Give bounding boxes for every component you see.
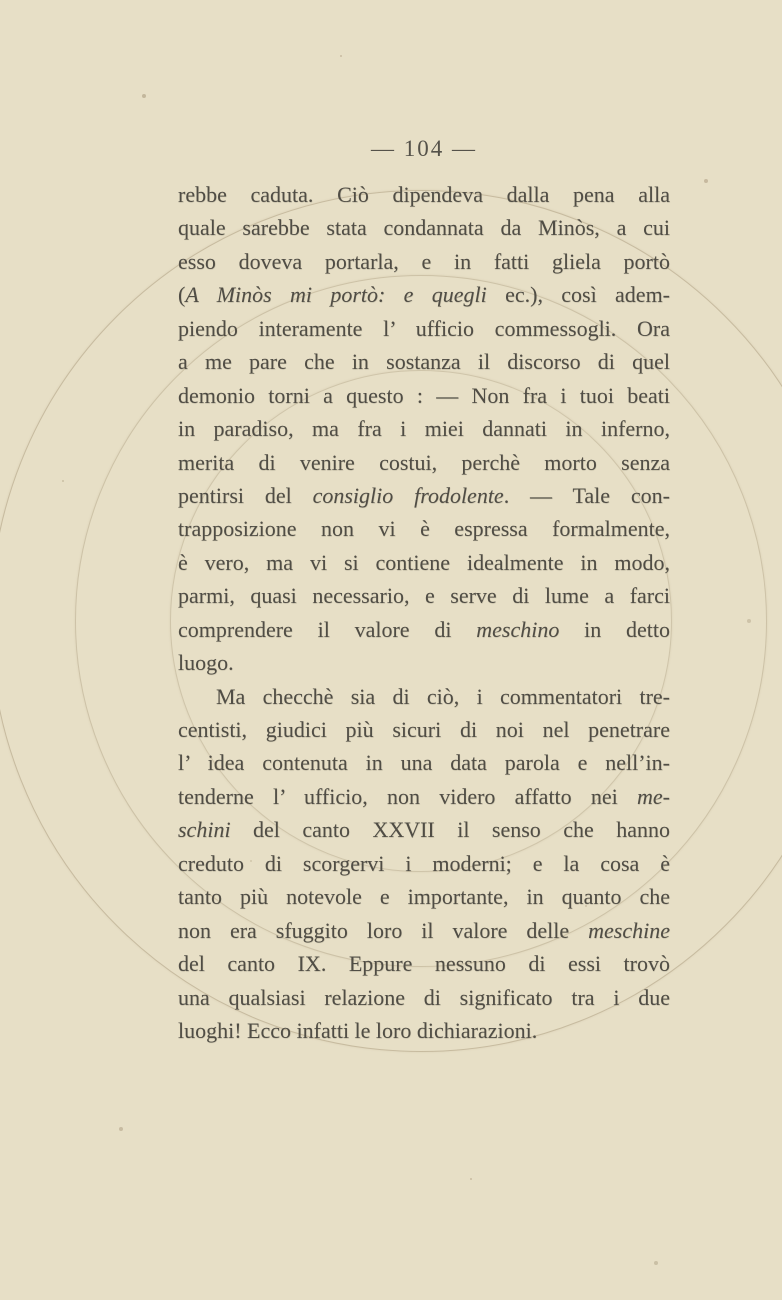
text-line xyxy=(178,178,670,211)
text-run: l’ idea contenuta in una data parola e nell’in- xyxy=(178,750,670,776)
text-run: meschino xyxy=(476,616,560,642)
text-run: schini xyxy=(178,817,231,843)
text-line xyxy=(178,412,670,445)
text-run: pentirsi del xyxy=(178,482,313,508)
text-run: ( xyxy=(178,282,186,308)
text-line xyxy=(178,613,670,646)
text-line xyxy=(178,847,670,880)
text-line xyxy=(178,245,670,278)
text-line xyxy=(178,713,670,746)
text-line xyxy=(178,813,670,846)
text-run: trapposizione non vi è espressa formalmente, xyxy=(178,516,670,542)
text-line xyxy=(178,1014,670,1047)
text-run: consiglio frodolente xyxy=(312,482,504,508)
text-run: tenderne l’ ufficio, non videro affatto nei xyxy=(178,783,638,809)
text-run: luogo. xyxy=(178,650,234,676)
paragraph xyxy=(178,178,670,680)
page-text xyxy=(178,178,670,1047)
text-run: del canto IX. Eppure nessuno di essi trovò xyxy=(178,951,670,977)
text-line xyxy=(178,446,670,479)
text-run: in detto xyxy=(559,616,670,642)
text-run: è vero, ma vi si contiene idealmente in modo, xyxy=(178,549,670,575)
text-run: demonio torni a questo : — Non fra i tuoi beati xyxy=(178,382,670,408)
paper-specks xyxy=(0,0,2,2)
text-line xyxy=(178,579,670,612)
text-run: . — Tale con- xyxy=(503,482,670,508)
text-line xyxy=(178,914,670,947)
text-run: non era sfuggito loro il valore delle xyxy=(178,917,589,943)
text-line xyxy=(178,780,670,813)
text-line xyxy=(178,947,670,980)
text-line xyxy=(178,379,670,412)
text-line xyxy=(178,646,670,679)
page-number-header: — 104 — xyxy=(371,136,477,161)
text-line xyxy=(178,746,670,779)
text-run: una qualsiasi relazione di significato tra i due xyxy=(178,984,670,1010)
text-run: piendo interamente l’ ufficio commessogli. Ora xyxy=(178,315,670,341)
text-line xyxy=(178,211,670,244)
text-line xyxy=(178,546,670,579)
text-run: ec.), così adem- xyxy=(486,282,671,308)
paragraph xyxy=(178,680,670,1048)
text-line xyxy=(178,345,670,378)
text-line xyxy=(178,981,670,1014)
text-run: del canto XXVII il senso che hanno xyxy=(230,817,670,843)
text-run: comprendere il valore di xyxy=(178,616,477,642)
text-run: quale sarebbe stata condannata da Minòs, a cui xyxy=(178,215,670,241)
text-line xyxy=(178,512,670,545)
text-run: me- xyxy=(637,783,670,809)
text-run: esso doveva portarla, e in fatti gliela portò xyxy=(178,248,670,274)
text-run: a me pare che in sostanza il discorso di quel xyxy=(178,349,670,375)
text-run: tanto più notevole e importante, in quanto che xyxy=(178,884,670,910)
text-line xyxy=(178,278,670,311)
text-run: in paradiso, ma fra i miei dannati in inferno, xyxy=(178,416,670,442)
text-run: meschine xyxy=(588,917,670,943)
text-line xyxy=(178,880,670,913)
text-run: creduto di scorgervi i moderni; e la cosa è xyxy=(178,850,670,876)
text-run: Ma checchè sia di ciò, i commentatori tre- xyxy=(216,683,670,709)
text-run: A Minòs mi portò: e quegli xyxy=(185,282,487,308)
text-line xyxy=(178,479,670,512)
text-run: rebbe caduta. Ciò dipendeva dalla pena alla xyxy=(178,182,670,207)
text-run: parmi, quasi necessario, e serve di lume a farci xyxy=(178,583,670,609)
text-line xyxy=(178,680,670,713)
text-run: luoghi! Ecco infatti le loro dichiarazioni. xyxy=(178,1017,538,1043)
text-run: merita di venire costui, perchè morto senza xyxy=(178,449,670,475)
text-run: centisti, giudici più sicuri di noi nel penetrare xyxy=(178,717,670,742)
text-line xyxy=(178,312,670,345)
